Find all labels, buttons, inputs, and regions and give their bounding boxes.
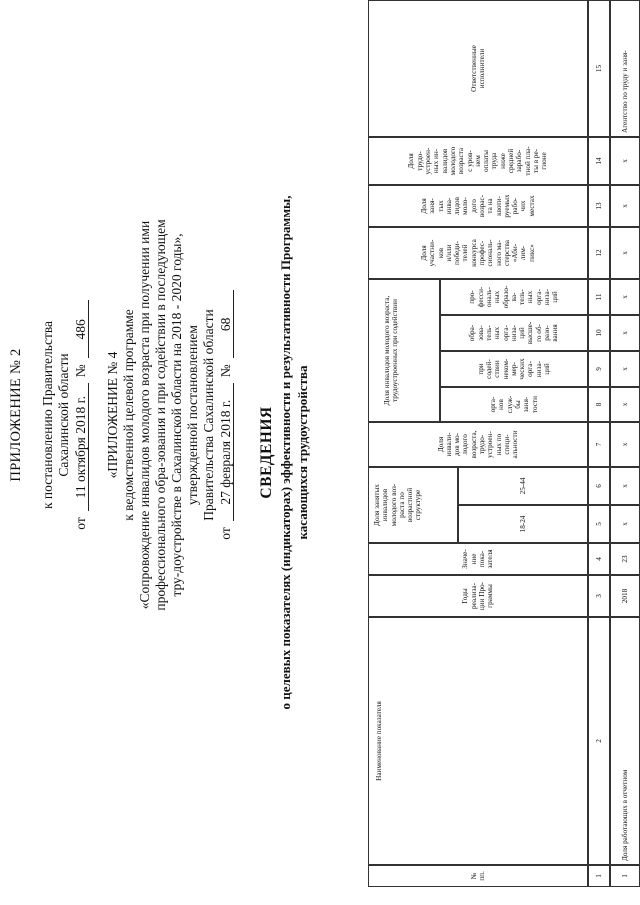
header-low-wage: Доля трудо- устроен- ных ин- валидов молодого возраста с уров- нем оплаты труда ниже средней зарабо- тной пла- ты в ре- гионе (368, 137, 588, 185)
program-date: 27 февраля 2018 г. (219, 383, 234, 521)
header-professional-education: про- фесси- ональ- ных образо- ва- тель- ных орга- низа- ций (440, 279, 588, 315)
annex-quote-title: «ПРИЛОЖЕНИЕ № 4 (105, 351, 120, 479)
table-cell: x (610, 422, 640, 467)
indicators-table (368, 0, 640, 887)
col-number: 10 (588, 315, 610, 351)
heading-subtitle-2: касающихся трудоустройства (295, 365, 310, 540)
header-employment-service: орга- нов служ- бы заня- тости (440, 387, 588, 422)
header-abilympics: Доля участни- ков и/или победи- телей конкурса профес- сиональ- ного ма- стерства «Аби- лим- пикс» (368, 227, 588, 279)
table-row-year: 2018 (610, 575, 640, 617)
header-ngo: при содей- ствии неком- мер- ческих орга- низа- ций (440, 351, 588, 387)
col-number: 7 (588, 422, 610, 467)
table-row-name: Доля работающих в отчетном (610, 617, 640, 865)
col-number: 3 (588, 575, 610, 617)
col-number: 8 (588, 387, 610, 422)
table-cell: x (610, 467, 640, 505)
annex-government-line: Правительства Сахалинской области (201, 309, 216, 521)
header-name: Наименование показателя (368, 617, 588, 865)
table-cell: x (610, 185, 640, 227)
col-number: 2 (588, 617, 610, 865)
col-number: 5 (588, 505, 610, 543)
annex-date-line (73, 205, 89, 625)
col-number: 9 (588, 351, 610, 387)
heading-title: СВЕДЕНИЯ (258, 406, 275, 499)
table-cell: x (610, 227, 640, 279)
col-number: 11 (588, 279, 610, 315)
annex-region-line: Сахалинской области (56, 353, 71, 477)
annex-resolution-line: к постановлению Правительства (40, 320, 55, 510)
annex-date-line-2 (218, 205, 234, 625)
col-number: 6 (588, 467, 610, 505)
number2-prefix: № (218, 364, 233, 378)
header-num: № пп. (368, 865, 588, 887)
table-row-num: 1 (610, 865, 640, 887)
annex-program-name: «Сопровождение инвалидов молодого возраста при получении ими профессионального обра-зования и при содействии в последующем тру-доустройстве в Сахалинской области на 2018 - 2020 годы», утвержденной постановлением (137, 219, 200, 611)
table-cell: x (610, 351, 640, 387)
header-responsible: Ответственные исполнители (368, 0, 588, 137)
date-prefix: от (73, 517, 88, 530)
table-row-responsible: Агентство по труду и заня- (610, 0, 640, 137)
header-age-25-44: 25-44 (458, 467, 588, 505)
col-number: 15 (588, 0, 610, 137)
annex-program-line: к ведомственной целевой программе (121, 309, 136, 521)
heading-subtitle-1: о целевых показателях (индикаторах) эффективности и результативности Программы, (278, 195, 293, 710)
date2-prefix: от (218, 527, 233, 540)
table-cell: x (610, 505, 640, 543)
table-cell: x (610, 279, 640, 315)
header-value: Значе- ние пока- зателя (368, 543, 588, 575)
col-number: 4 (588, 543, 610, 575)
number-prefix: № (73, 364, 88, 378)
annex-title: ПРИЛОЖЕНИЕ № 2 (8, 348, 24, 482)
resolution-number: 486 (74, 300, 89, 358)
table-cell: x (610, 315, 640, 351)
table-row-value: 23 (610, 543, 640, 575)
program-number: 68 (219, 290, 234, 358)
header-higher-education: обра- зова- тель- ных орга- низа- ций высше- го об- разо- вания (440, 315, 588, 351)
header-years: Годы реализа- ции Про- граммы (368, 575, 588, 617)
col-number: 12 (588, 227, 610, 279)
annex-header (8, 205, 234, 625)
table-cell: x (610, 137, 640, 185)
header-share-assisted: Доля инвалидов молодого возраста, трудоустроенных при содействии (368, 279, 440, 422)
header-quota: Доля заня- тых инва- лидов моло- дого возрас- та на квоти- руемых рабо- чих местах (368, 185, 588, 227)
header-share-specialty: Доля инвали- дов мо- лодого возраста, трудо- устроен- ных по специ- альности (368, 422, 588, 467)
col-number: 13 (588, 185, 610, 227)
document-heading (258, 0, 310, 905)
header-share-employed: Доля занятых инвалидов молодого воз- раста по возрастной структуре (368, 467, 458, 543)
col-number: 14 (588, 137, 610, 185)
table-cell: x (610, 387, 640, 422)
header-age-18-24: 18-24 (458, 505, 588, 543)
col-number: 1 (588, 865, 610, 887)
resolution-date: 11 октября 2018 г. (74, 383, 89, 511)
